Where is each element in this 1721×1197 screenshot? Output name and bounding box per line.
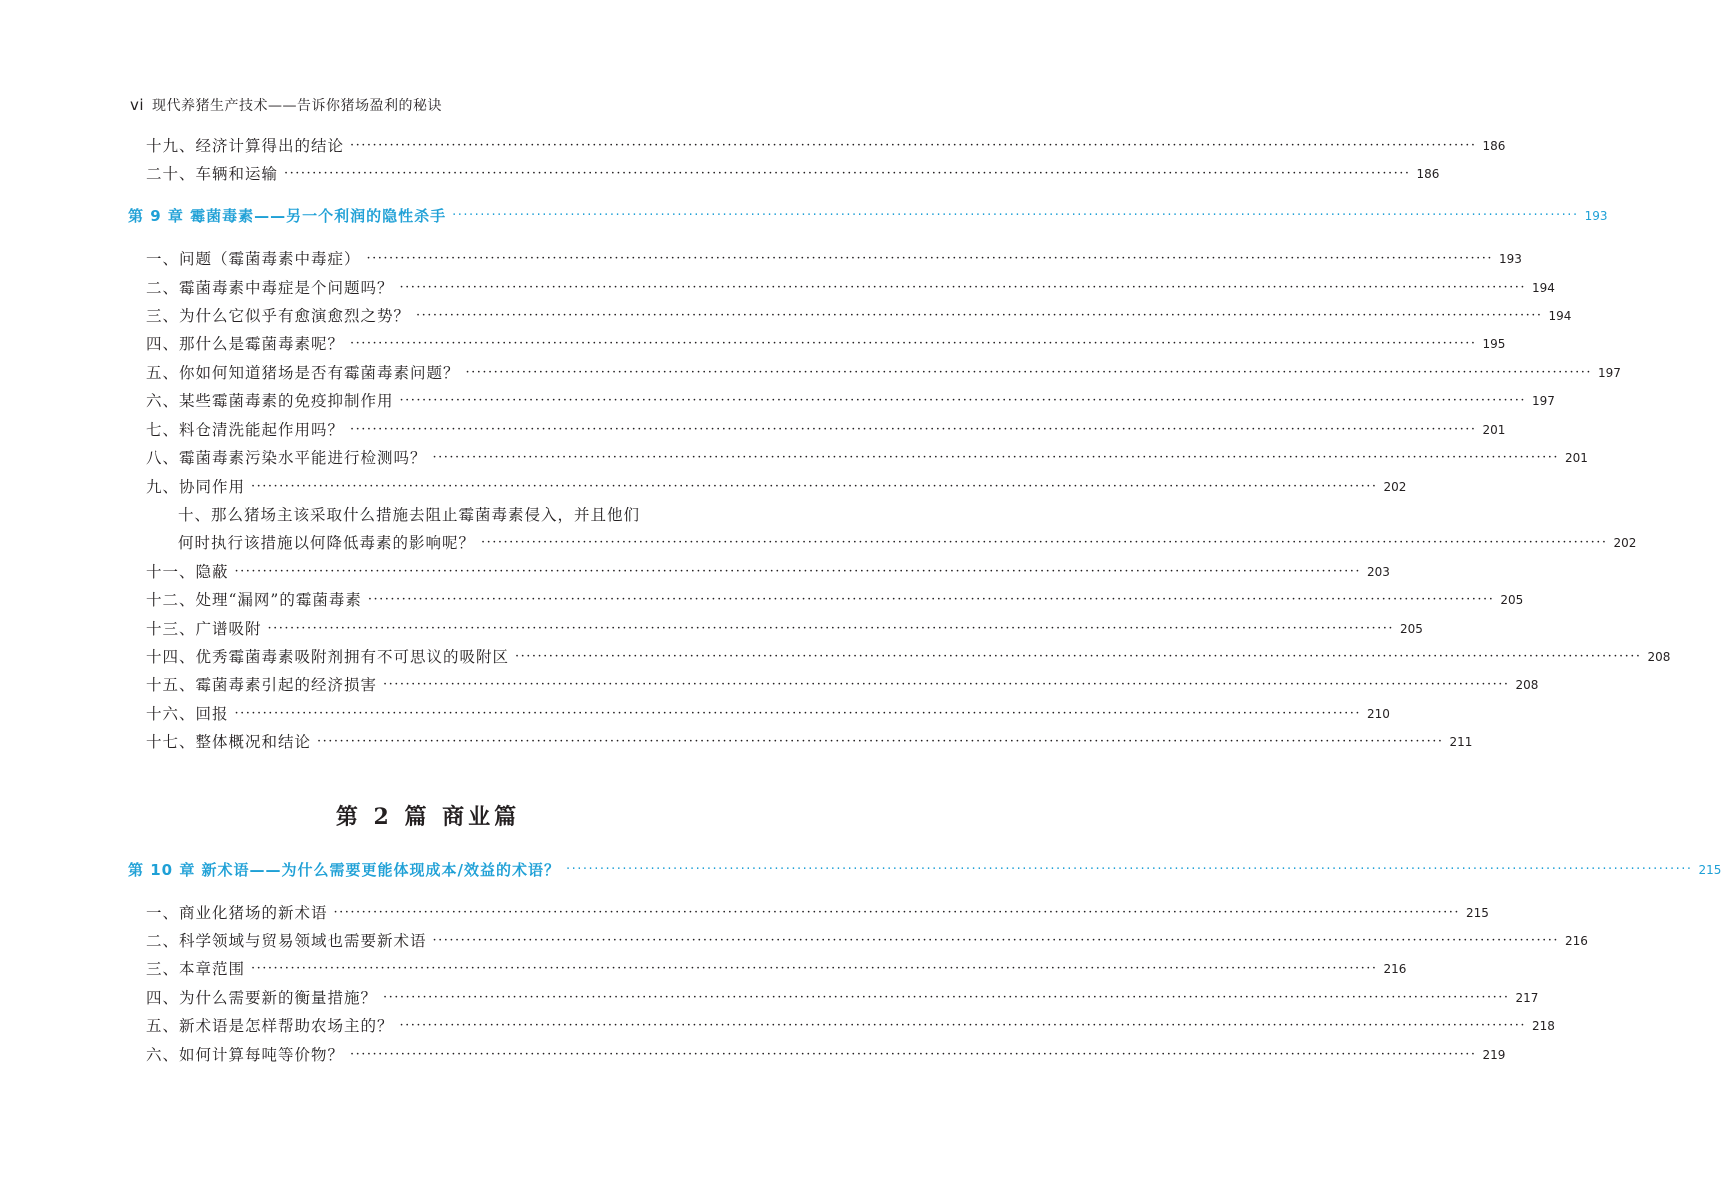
toc-entry-title: 三、为什么它似乎有愈演愈烈之势？	[146, 307, 411, 325]
toc-entry-page: 208	[1515, 678, 1539, 692]
toc-leader: ········································································································································································································	[267, 621, 1394, 636]
toc-leader: ········································································································································································································	[566, 862, 1693, 877]
toc-entry[interactable]	[146, 391, 1555, 411]
toc-entry[interactable]	[146, 306, 1572, 326]
toc-entry-page: 210	[1366, 707, 1390, 721]
toc-entry-title: 五、你如何知道猪场是否有霉菌毒素问题？	[146, 364, 460, 382]
toc-leader: ········································································································································································································	[234, 706, 1361, 721]
toc-entry-page: 203	[1366, 565, 1390, 579]
toc-leader: ········································································································································································································	[399, 280, 1526, 295]
toc-chapter-title: 第 10 章 新术语——为什么需要更能体现成本/效益的术语？	[128, 861, 561, 879]
toc-entry-title: 十二、处理“漏网”的霉菌毒素	[146, 591, 362, 609]
toc-entry-title: 十五、霉菌毒素引起的经济损害	[146, 676, 378, 694]
toc-entry-page: 201	[1564, 451, 1588, 465]
toc-leader: ········································································································································································································	[350, 336, 1477, 351]
toc-entry-page: 186	[1482, 139, 1506, 153]
toc-entry[interactable]	[146, 704, 1390, 724]
toc-entry-page: 205	[1500, 593, 1524, 607]
toc-entry[interactable]	[146, 477, 1407, 497]
toc-leader: ········································································································································································································	[383, 677, 1510, 692]
toc-entry-title: 四、那什么是霉菌毒素呢？	[146, 335, 345, 353]
toc-leader: ········································································································································································································	[251, 961, 1378, 976]
toc-entry-title: 二、科学领域与贸易领域也需要新术语	[146, 932, 427, 950]
toc-leader: ········································································································································································································	[317, 734, 1444, 749]
toc-entry-page: 194	[1548, 309, 1572, 323]
toc-entry-title: 十九、经济计算得出的结论	[146, 137, 345, 155]
toc-entry-title: 二十、车辆和运输	[146, 165, 279, 183]
toc-entry-title: 十一、隐蔽	[146, 563, 229, 581]
toc-leader: ········································································································································································································	[399, 393, 1526, 408]
toc-leader: ········································································································································································································	[350, 138, 1477, 153]
toc-entry-title: 九、协同作用	[146, 478, 246, 496]
toc-entry-title: 十四、优秀霉菌毒素吸附剂拥有不可思议的吸附区	[146, 648, 510, 666]
toc-leader: ········································································································································································································	[432, 450, 1559, 465]
header-page-number: vi	[130, 96, 145, 114]
toc-entry-title: 十七、整体概况和结论	[146, 733, 312, 751]
running-header	[130, 95, 442, 115]
toc-entry-title: 十六、回报	[146, 705, 229, 723]
toc-entry-page: 197	[1531, 394, 1555, 408]
toc-entry[interactable]	[146, 903, 1489, 923]
toc-entry[interactable]	[146, 619, 1423, 639]
toc-entry[interactable]	[146, 334, 1506, 354]
toc-entry-title: 二、霉菌毒素中毒症是个问题吗？	[146, 279, 394, 297]
part-title: 第 2 篇 商业篇	[335, 804, 521, 830]
toc-leader: ········································································································································································································	[452, 208, 1579, 223]
toc-leader: ········································································································································································································	[366, 251, 1493, 266]
toc-entry-page: 218	[1531, 1019, 1555, 1033]
toc-entry[interactable]	[146, 988, 1539, 1008]
toc-entry[interactable]	[146, 1045, 1506, 1065]
toc-leader: ········································································································································································································	[251, 479, 1378, 494]
toc-entry-title: 八、霉菌毒素污染水平能进行检测吗？	[146, 449, 427, 467]
toc-entry-page: 219	[1482, 1048, 1506, 1062]
toc-entry-title: 七、料仓清洗能起作用吗？	[146, 421, 345, 439]
toc-leader: ········································································································································································································	[432, 933, 1559, 948]
toc-entry[interactable]	[146, 448, 1588, 468]
toc-entry[interactable]	[146, 164, 1440, 184]
toc-entry-title: 五、新术语是怎样帮助农场主的？	[146, 1017, 394, 1035]
toc-leader: ········································································································································································································	[234, 564, 1361, 579]
toc-entry-title: 六、如何计算每吨等价物？	[146, 1046, 345, 1064]
toc-entry-title: 一、问题（霉菌毒素中毒症）	[146, 250, 361, 268]
toc-entry[interactable]	[146, 732, 1473, 752]
toc-leader: ········································································································································································································	[399, 1018, 1526, 1033]
toc-entry-page: 193	[1498, 252, 1522, 266]
toc-entry-title: 六、某些霉菌毒素的免疫抑制作用	[146, 392, 394, 410]
toc-entry-page: 211	[1449, 735, 1473, 749]
toc-entry-page: 205	[1399, 622, 1423, 636]
toc-entry-page: 202	[1613, 536, 1637, 550]
toc-entry-page: 186	[1416, 167, 1440, 181]
toc-entry-page: 216	[1383, 962, 1407, 976]
toc-entry-page: 201	[1482, 423, 1506, 437]
toc-leader: ········································································································································································································	[350, 422, 1477, 437]
toc-chapter-page: 215	[1698, 863, 1721, 877]
toc-entry-title-line1[interactable]: 十、那么猪场主该采取什么措施去阻止霉菌毒素侵入，并且他们	[178, 506, 641, 524]
toc-leader: ········································································································································································································	[284, 166, 1411, 181]
toc-entry[interactable]	[146, 278, 1555, 298]
toc-leader: ········································································································································································································	[383, 990, 1510, 1005]
toc-leader: ········································································································································································································	[465, 365, 1592, 380]
toc-leader: ········································································································································································································	[367, 592, 1495, 607]
toc-entry[interactable]	[178, 533, 1637, 553]
toc-chapter-title: 第 9 章 霉菌毒素——另一个利润的隐性杀手	[128, 207, 447, 225]
toc-entry[interactable]	[146, 249, 1522, 269]
header-title: 现代养猪生产技术——告诉你猪场盈利的秘诀	[152, 98, 443, 114]
toc-chapter-page: 193	[1584, 209, 1608, 223]
toc-entry[interactable]	[146, 647, 1671, 667]
toc-entry[interactable]	[146, 420, 1506, 440]
toc-entry-title: 四、为什么需要新的衡量措施？	[146, 989, 378, 1007]
toc-entry-title: 十三、广谱吸附	[146, 620, 262, 638]
toc-entry[interactable]	[146, 136, 1506, 156]
toc-entry-page: 215	[1465, 906, 1489, 920]
toc-leader: ········································································································································································································	[350, 1047, 1477, 1062]
toc-entry[interactable]	[146, 562, 1390, 582]
toc-leader: ········································································································································································································	[481, 535, 1608, 550]
toc-entry-page: 197	[1597, 366, 1621, 380]
toc-entry-title-line2: 何时执行该措施以何降低毒素的影响呢？	[178, 534, 476, 552]
toc-entry[interactable]	[146, 590, 1524, 610]
toc-entry-title: 三、本章范围	[146, 960, 246, 978]
toc-leader: ········································································································································································································	[416, 308, 1543, 323]
toc-entry[interactable]	[146, 363, 1621, 383]
toc-leader: ········································································································································································································	[333, 905, 1460, 920]
toc-entry-title: 一、商业化猪场的新术语	[146, 904, 328, 922]
toc-entry-page: 216	[1564, 934, 1588, 948]
toc-chapter-10[interactable]	[128, 860, 1721, 880]
toc-chapter-9[interactable]	[128, 206, 1608, 226]
toc-entry[interactable]	[146, 931, 1588, 951]
toc-leader: ········································································································································································································	[515, 649, 1642, 664]
toc-entry-page: 202	[1383, 480, 1407, 494]
toc-entry[interactable]	[146, 1016, 1555, 1036]
toc-entry-page: 217	[1515, 991, 1539, 1005]
toc-entry[interactable]	[146, 959, 1407, 979]
toc-entry[interactable]	[146, 675, 1539, 695]
toc-entry-page: 194	[1531, 281, 1555, 295]
toc-entry-page: 195	[1482, 337, 1506, 351]
toc-entry-page: 208	[1647, 650, 1671, 664]
